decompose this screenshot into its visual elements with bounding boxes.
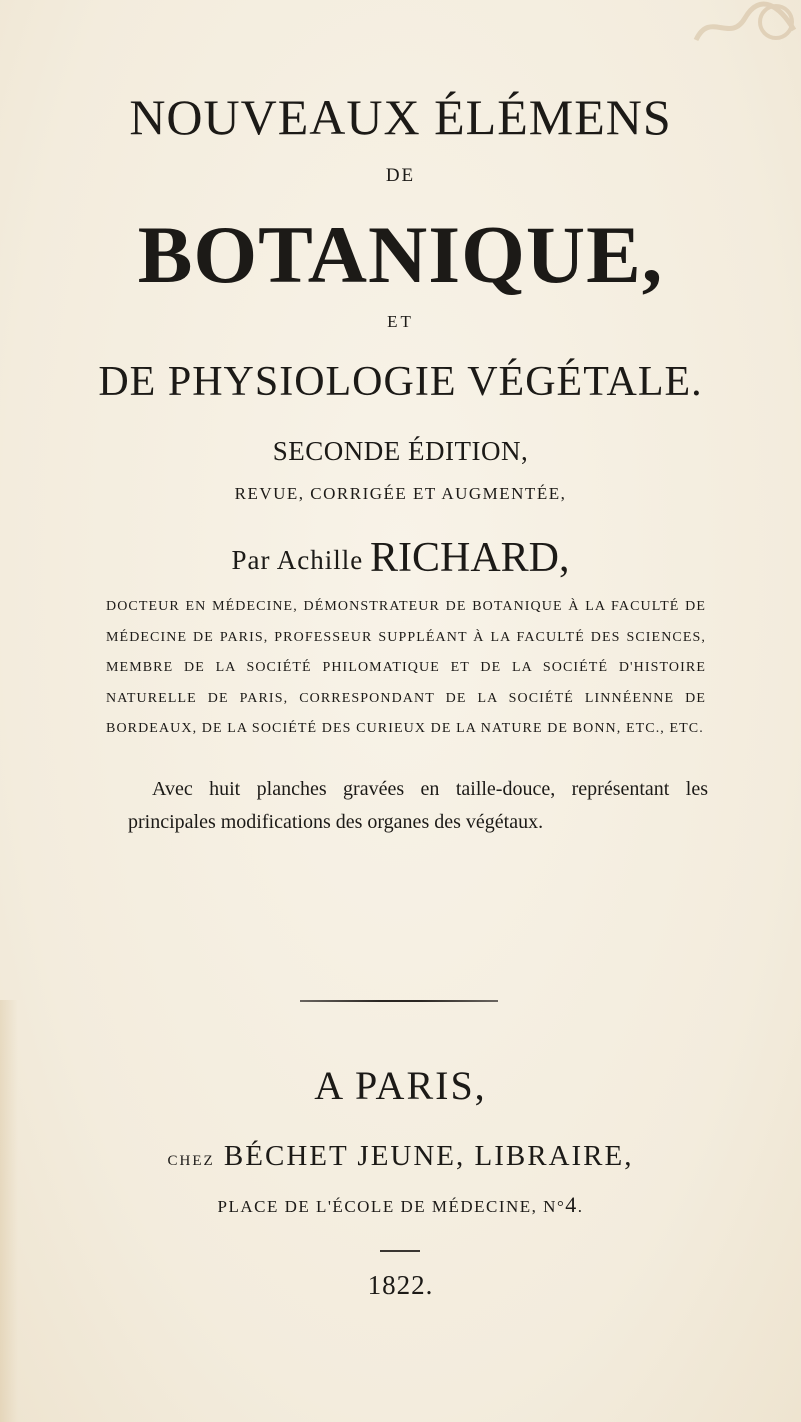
imprint-publisher <box>0 1140 801 1173</box>
imprint-chez: CHEZ <box>167 1153 215 1169</box>
publisher-name: BÉCHET JEUNE, LIBRAIRE, <box>223 1140 634 1172</box>
address-street: PLACE DE L'ÉCOLE DE MÉDECINE, N° <box>217 1197 566 1216</box>
address-end: . <box>577 1197 584 1216</box>
plates-note <box>128 773 708 839</box>
author-credentials: DOCTEUR EN MÉDECINE, DÉMONSTRATEUR DE BOTANIQUE À LA FACULTÉ DE MÉDECINE DE PARIS, PROFESSEUR SUPPLÉANT À LA FACULTÉ DES SCIENCES, MEMBRE DE LA SOCIÉTÉ PHILOMATIQUE ET DE LA SOCIÉTÉ D'HISTOIRE NATURELLE DE PARIS, CORRESPONDANT DE LA SOCIÉTÉ LINNÉENNE DE BORDEAUX, DE LA SOCIÉTÉ DES CURIEUX DE LA NATURE DE BONN, ETC., ETC. <box>106 599 706 736</box>
imprint-year: 1822. <box>367 1270 434 1300</box>
title-line-1: NOUVEAUX ÉLÉMENS <box>129 89 672 145</box>
address-number: 4 <box>565 1192 578 1217</box>
imprint-city: A PARIS, <box>314 1063 487 1108</box>
plates-text: Avec huit planches gravées en taille-douce, représentant les principales modifications des organes des végétaux. <box>128 778 708 833</box>
title-line-2: BOTANIQUE, <box>137 209 664 300</box>
edition: SECONDE ÉDITION, <box>272 436 529 466</box>
title-connector-et: ET <box>387 312 414 331</box>
author-prefix: Par Achille <box>231 545 364 575</box>
edition-note: REVUE, CORRIGÉE ET AUGMENTÉE, <box>234 484 567 503</box>
imprint-address <box>0 1192 801 1218</box>
ornamental-rule <box>300 1000 498 1002</box>
title-line-3: DE PHYSIOLOGIE VÉGÉTALE. <box>98 359 703 405</box>
author-surname: RICHARD, <box>369 535 570 581</box>
title-connector-de: DE <box>385 165 416 186</box>
author-line <box>0 534 801 582</box>
library-stamp-icon <box>690 0 800 48</box>
short-rule <box>380 1250 420 1252</box>
